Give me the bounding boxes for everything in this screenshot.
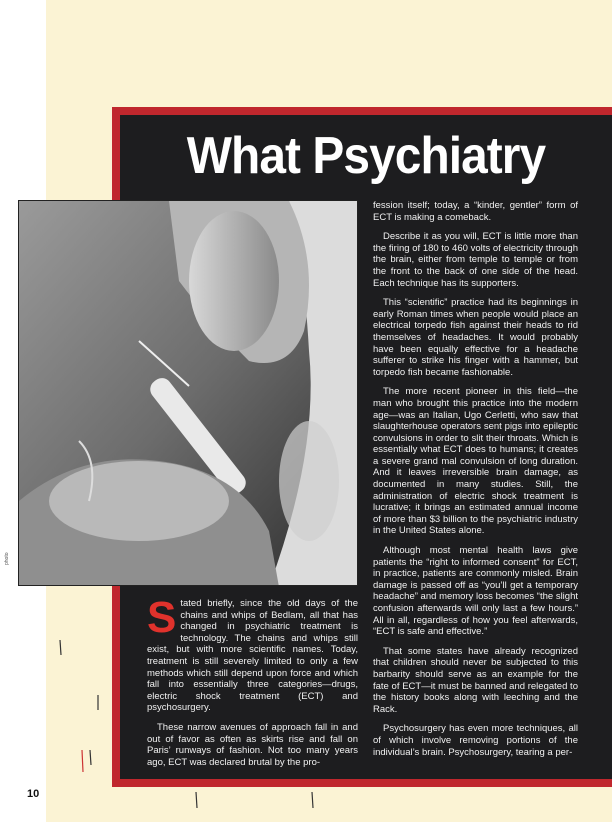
paragraph: Psychosurgery has even more techniques, all of which involve removing portions of the individual’s brain. Psychosurgery, tearing a per- (373, 723, 578, 758)
paragraph: Although most mental health laws give patients the “right to informed consent” for ECT, in practice, patients are commonly misled. Brain damage is passed off as “you’ll get a temporary headache” and memory loss becomes “the slight confusion afterwards will only last a few hours.” All in all, regardless of how you feel afterwards, “ECT is safe and effective.” (373, 545, 578, 638)
bottom-scribbles (190, 790, 330, 815)
paragraph: These narrow avenues of approach fall in and out of favor as often as skirts rise and fall on Paris’ runways of fashion. Not too many years ago, ECT was declared brutal by the pro- (147, 721, 358, 768)
page-number: 10 (27, 788, 40, 800)
article-photo (18, 200, 358, 586)
paragraph: fession itself; today, a “kinder, gentler” form of ECT is making a comeback. (373, 200, 578, 223)
photo-credit: photo (4, 552, 10, 565)
paragraph: That some states have already recognized that children should never be subjected to this barbarity should serve as an example for the fate of ECT—it must be banned and relegated to the history books along with leeching and the Rack. (373, 645, 578, 715)
paragraph: Describe it as you will, ECT is little more than the firing of 180 to 460 volts of electricity through the brain, either from temple to temple or from the front to the back of one side of the head. Each technique has its supporters. (373, 231, 578, 289)
paragraph-with-dropcap (147, 593, 358, 714)
paragraph: The more recent pioneer in this field—the man who brought this practice into the modern age—was an Italian, Ugo Cerletti, who saw that slaughterhouse operators sent pigs into epileptic convulsions in order to slit their throats. Which is essentially what ECT does to humans; it creates a severe grand mal convulsion of long duration. And it leaves irreversible brain damage, as documented in many studies. Still, the administration of electric shock treatment is lucrative; it brings an estimated annual income of more than $3 billion to the psychiatric industry in the United States alone. (373, 386, 578, 537)
paragraph: This “scientific” practice had its beginnings in early Roman times when people would place an electrical torpedo fish against their heads to rid themselves of headaches. It would probably have been equally effective for a headache sufferer to strike his finger with a hammer, but torpedo fish became fashionable. (373, 297, 578, 378)
margin-scribbles (50, 600, 120, 810)
article-title: What Psychiatry (186, 127, 546, 185)
right-column (373, 200, 578, 766)
drop-cap: S (147, 593, 177, 642)
left-column (147, 593, 358, 776)
paragraph-text: tated briefly, since the old days of the chains and whips of Bedlam, all that has changed in psychiatric treatment is technology. The chains and whips still exist, but with more scientific names. Today, treatment is still severely limited to only a few methods which still depend upon force and which fall into essentially three categories—drugs, electric shock treatment (ECT) and psychosurgery. (147, 598, 358, 714)
